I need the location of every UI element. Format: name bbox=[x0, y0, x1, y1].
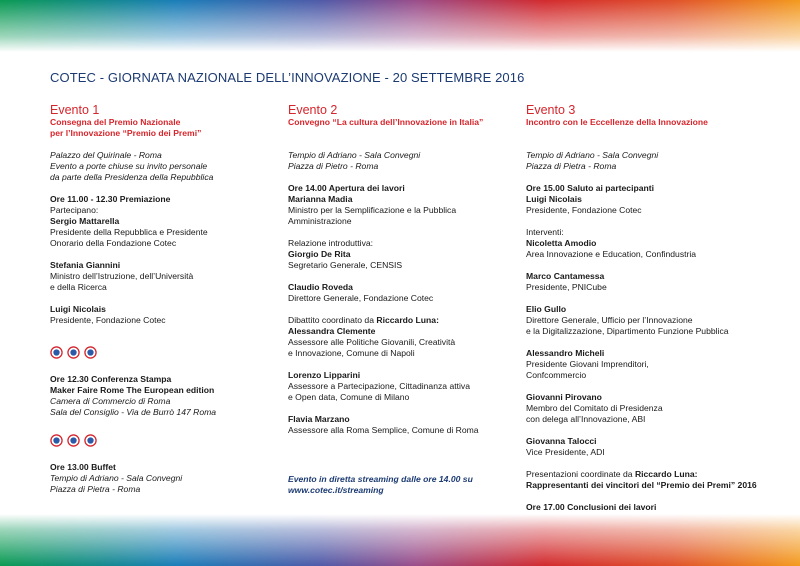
page-title: COTEC - GIORNATA NAZIONALE DELL’INNOVAZIONE - 20 SETTEMBRE 2016 bbox=[50, 70, 525, 85]
event-2-speaker-roveda: Claudio Roveda Direttore Generale, Fondazione Cotec bbox=[288, 282, 434, 303]
event-3-speaker-pirovano: Giovanni Pirovano Membro del Comitato di Presidenza con delega all’Innovazione, ABI bbox=[526, 392, 663, 424]
event-3-speaker-talocci: Giovanna Talocci Vice Presidente, ADI bbox=[526, 436, 605, 457]
event-3-saluto: Ore 15.00 Saluto ai partecipanti Luigi Nicolais Presidente, Fondazione Cotec bbox=[526, 183, 654, 215]
event-1-press-conference: Ore 12.30 Conferenza Stampa Maker Faire Rome The European edition Camera di Commercio di Roma Sala del Consiglio - Via de Burrò 147 Roma bbox=[50, 374, 217, 417]
event-3-venue: Tempio di Adriano - Sala Convegni Piazza di Pietra - Roma bbox=[526, 150, 659, 171]
event-2-speaker-lipparini: Lorenzo Lipparini Assessore a Partecipazione, Cittadinanza attiva e Open data, Comune di Milano bbox=[288, 370, 471, 402]
event-1-subtitle: Consegna del Premio Nazionale per l’Innovazione “Premio dei Premi” bbox=[50, 117, 202, 138]
emblem-icon bbox=[84, 346, 97, 359]
emblem-row bbox=[50, 434, 282, 448]
event-3-interventi: Interventi: Nicoletta Amodio Area Innovazione e Education, Confindustria bbox=[526, 227, 697, 259]
event-2-column bbox=[288, 103, 520, 436]
event-2-relazione: Relazione introduttiva: Giorgio De Rita Segretario Generale, CENSIS bbox=[288, 238, 403, 270]
emblem-icon bbox=[50, 346, 63, 359]
event-3-speaker-gullo: Elio Gullo Direttore Generale, Ufficio per l’Innovazione e la Digitalizzazione, Dipartimento Funzione Pubblica bbox=[526, 304, 729, 336]
event-2-title: Evento 2 bbox=[288, 103, 338, 117]
emblem-icon bbox=[84, 434, 97, 447]
event-3-title: Evento 3 bbox=[526, 103, 576, 117]
event-2-dibattito: Dibattito coordinato da Riccardo Luna: Alessandra Clemente Assessore alle Politiche Giovanili, Creatività e Innovazione, Comune di Napoli bbox=[288, 315, 456, 358]
event-2-subtitle: Convegno “La cultura dell’Innovazione in Italia” bbox=[288, 117, 484, 127]
top-gradient-band bbox=[0, 0, 800, 52]
emblem-row bbox=[50, 346, 282, 360]
event-2-opening: Ore 14.00 Apertura dei lavori Marianna Madia Ministro per la Semplificazione e la Pubblica Amministrazione bbox=[288, 183, 457, 226]
event-1-venue: Palazzo del Quirinale - Roma Evento a porte chiuse su invito personale da parte della Presidenza della Repubblica bbox=[50, 150, 214, 182]
event-3-conclusioni: Ore 17.00 Conclusioni dei lavori bbox=[526, 502, 657, 512]
event-2-speaker-marzano: Flavia Marzano Assessore alla Roma Semplice, Comune di Roma bbox=[288, 414, 479, 435]
event-1-title: Evento 1 bbox=[50, 103, 100, 117]
bottom-gradient-band bbox=[0, 514, 800, 566]
event-1-speaker-giannini: Stefania Giannini Ministro dell’Istruzione, dell’Università e della Ricerca bbox=[50, 260, 194, 292]
streaming-note: Evento in diretta streaming dalle ore 14.00 su www.cotec.it/streaming bbox=[288, 474, 473, 495]
event-3-presentazioni: Presentazioni coordinate da Riccardo Luna: Rappresentanti dei vincitori del “Premio dei Premi” 2016 bbox=[526, 469, 757, 490]
emblem-icon bbox=[50, 434, 63, 447]
emblem-icon bbox=[67, 434, 80, 447]
event-3-column bbox=[526, 103, 758, 513]
event-3-speaker-micheli: Alessandro Micheli Presidente Giovani Imprenditori, Confcommercio bbox=[526, 348, 649, 380]
emblem-icon bbox=[67, 346, 80, 359]
streaming-link[interactable]: www.cotec.it/streaming bbox=[288, 485, 384, 495]
event-2-venue: Tempio di Adriano - Sala Convegni Piazza di Pietro - Roma bbox=[288, 150, 421, 171]
event-3-speaker-cantamessa: Marco Cantamessa Presidente, PNICube bbox=[526, 271, 607, 292]
event-1-premiazione: Ore 11.00 - 12.30 Premiazione Partecipano: Sergio Mattarella Presidente della Repubblica e Presidente Onorario della Fondazione Cotec bbox=[50, 194, 208, 248]
event-1-buffet: Ore 13.00 Buffet Tempio di Adriano - Sala Convegni Piazza di Pietra - Roma bbox=[50, 462, 183, 494]
event-3-subtitle: Incontro con le Eccellenze della Innovazione bbox=[526, 117, 708, 127]
event-1-speaker-nicolais: Luigi Nicolais Presidente, Fondazione Cotec bbox=[50, 304, 166, 325]
event-1-column bbox=[50, 103, 282, 495]
